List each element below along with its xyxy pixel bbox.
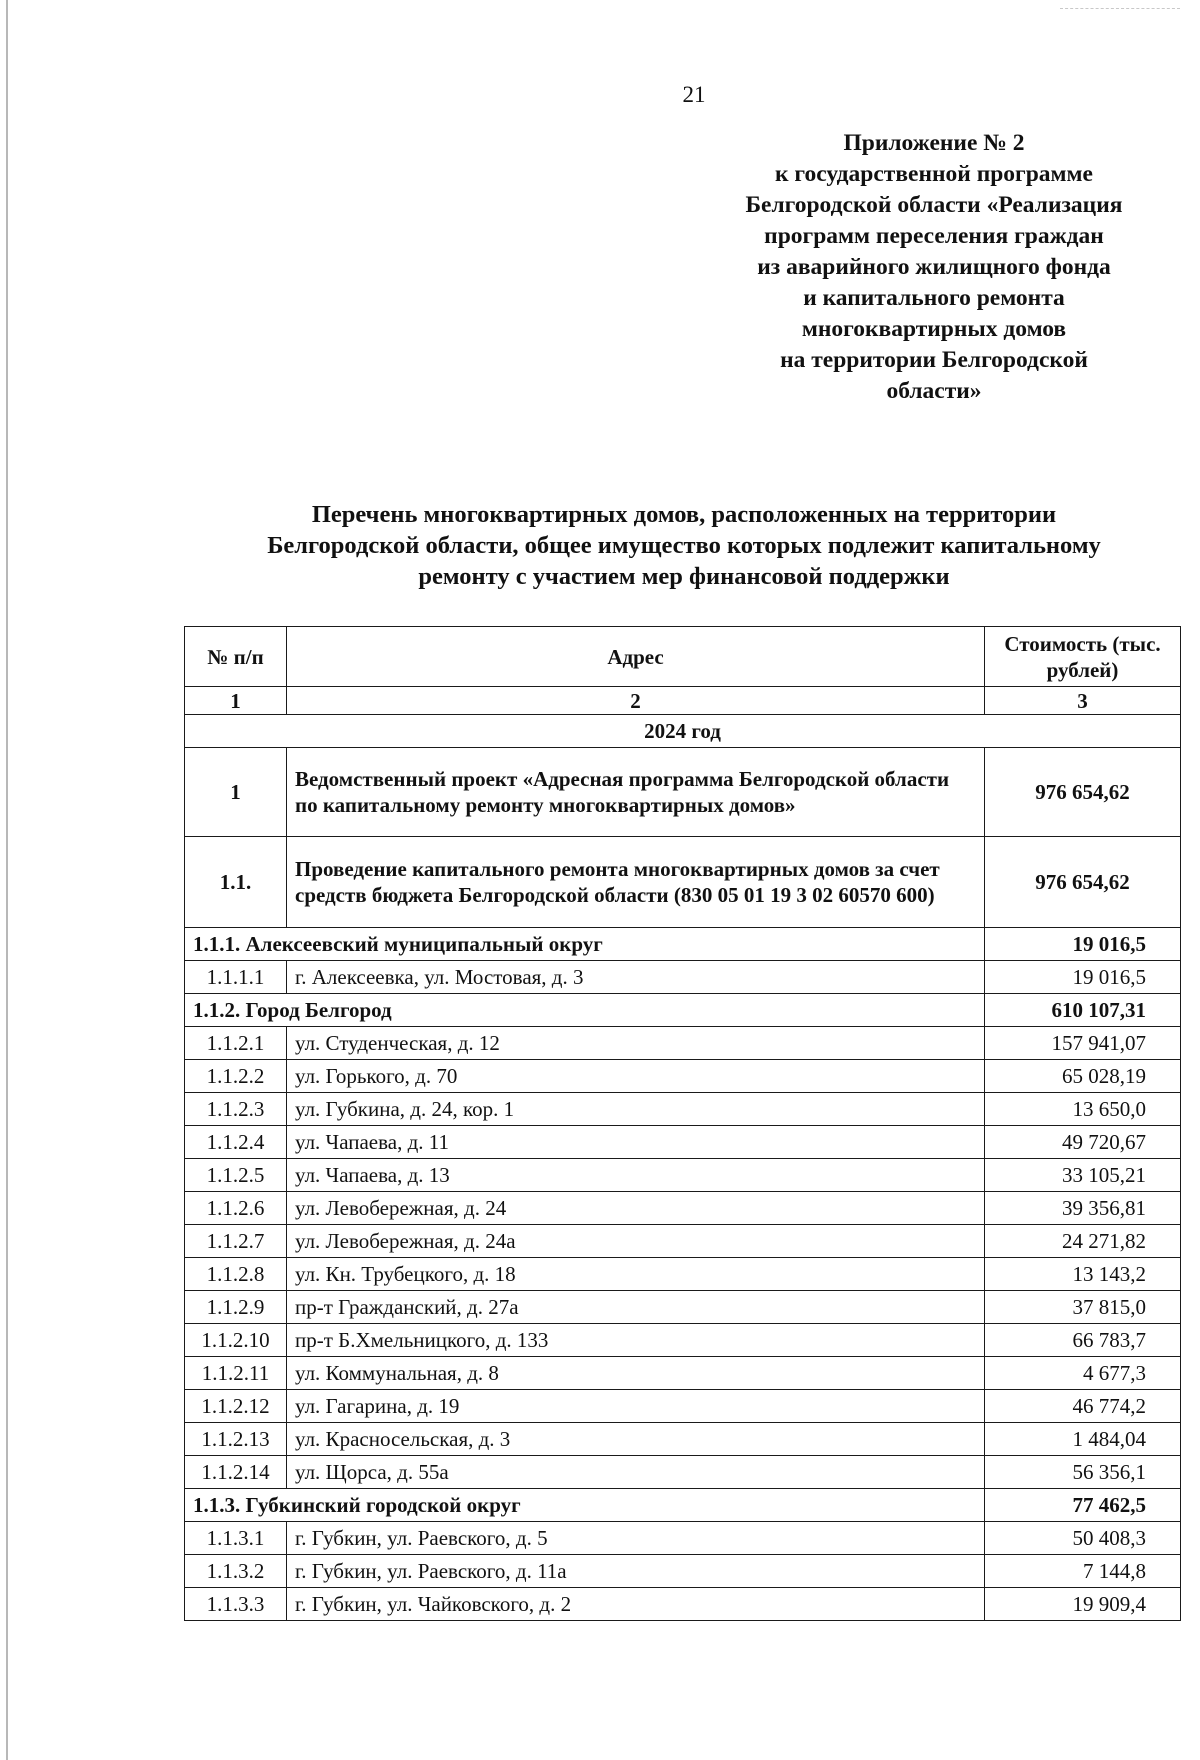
- column-number: 2: [287, 687, 985, 715]
- row-address: ул. Щорса, д. 55а: [287, 1456, 985, 1489]
- year-label: 2024 год: [185, 715, 1181, 748]
- row-address: ул. Чапаева, д. 11: [287, 1126, 985, 1159]
- table-row: [185, 1357, 1181, 1390]
- row-num: 1.1.2.7: [185, 1225, 287, 1258]
- page-number: 21: [682, 82, 706, 107]
- subproject-num: 1.1.: [185, 837, 287, 928]
- table-row: [185, 961, 1181, 994]
- row-address: пр-т Гражданский, д. 27а: [287, 1291, 985, 1324]
- group-total: 77 462,5: [985, 1489, 1181, 1522]
- group-total: 610 107,31: [985, 994, 1181, 1027]
- row-address: г. Алексеевка, ул. Мостовая, д. 3: [287, 961, 985, 994]
- row-num: 1.1.2.11: [185, 1357, 287, 1390]
- row-address: ул. Горького, д. 70: [287, 1060, 985, 1093]
- header-cost: Стоимость (тыс. рублей): [985, 627, 1181, 687]
- row-num: 1.1.2.8: [185, 1258, 287, 1291]
- buildings-table: [184, 626, 1181, 1621]
- group-row: [185, 1489, 1181, 1522]
- scan-edge-line: [6, 0, 8, 1760]
- row-cost: 1 484,04: [985, 1423, 1181, 1456]
- group-row: [185, 928, 1181, 961]
- row-num: 1.1.3.3: [185, 1588, 287, 1621]
- row-cost: 33 105,21: [985, 1159, 1181, 1192]
- row-address: ул. Красносельская, д. 3: [287, 1423, 985, 1456]
- row-address: ул. Студенческая, д. 12: [287, 1027, 985, 1060]
- row-num: 1.1.3.2: [185, 1555, 287, 1588]
- table-row: [185, 1126, 1181, 1159]
- row-cost: 37 815,0: [985, 1291, 1181, 1324]
- table-row: [185, 1555, 1181, 1588]
- row-num: 1.1.1.1: [185, 961, 287, 994]
- appendix-line: из аварийного жилищного фонда: [757, 254, 1111, 280]
- row-cost: 39 356,81: [985, 1192, 1181, 1225]
- row-cost: 46 774,2: [985, 1390, 1181, 1423]
- table-row: [185, 1423, 1181, 1456]
- header-address: Адрес: [287, 627, 985, 687]
- group-title: 1.1.1. Алексеевский муниципальный округ: [185, 928, 985, 961]
- row-num: 1.1.3.1: [185, 1522, 287, 1555]
- row-address: г. Губкин, ул. Раевского, д. 5: [287, 1522, 985, 1555]
- project-row: [185, 748, 1181, 837]
- row-num: 1.1.2.2: [185, 1060, 287, 1093]
- appendix-line: программ переселения граждан: [764, 223, 1104, 249]
- table-row: [185, 1456, 1181, 1489]
- appendix-line: Белгородской области «Реализация: [745, 192, 1123, 218]
- group-title: 1.1.2. Город Белгород: [185, 994, 985, 1027]
- row-cost: 7 144,8: [985, 1555, 1181, 1588]
- table-row: [185, 1390, 1181, 1423]
- table-row: [185, 1588, 1181, 1621]
- row-num: 1.1.2.14: [185, 1456, 287, 1489]
- table-row: [185, 1291, 1181, 1324]
- column-number-row: [185, 687, 1181, 715]
- row-cost: 65 028,19: [985, 1060, 1181, 1093]
- row-cost: 157 941,07: [985, 1027, 1181, 1060]
- row-address: г. Губкин, ул. Чайковского, д. 2: [287, 1588, 985, 1621]
- row-num: 1.1.2.9: [185, 1291, 287, 1324]
- table-row: [185, 1522, 1181, 1555]
- row-num: 1.1.2.10: [185, 1324, 287, 1357]
- document-title: [184, 499, 1184, 592]
- column-number: 3: [985, 687, 1181, 715]
- table-row: [185, 1093, 1181, 1126]
- subproject-cost: 976 654,62: [985, 837, 1181, 928]
- appendix-line: многоквартирных домов: [801, 316, 1067, 342]
- table-row: [185, 1324, 1181, 1357]
- table-header-row: [185, 627, 1181, 687]
- row-num: 1.1.2.1: [185, 1027, 287, 1060]
- table-row: [185, 1225, 1181, 1258]
- row-num: 1.1.2.6: [185, 1192, 287, 1225]
- row-address: ул. Чапаева, д. 13: [287, 1159, 985, 1192]
- group-total: 19 016,5: [985, 928, 1181, 961]
- row-num: 1.1.2.13: [185, 1423, 287, 1456]
- row-num: 1.1.2.12: [185, 1390, 287, 1423]
- project-num: 1: [185, 748, 287, 837]
- table-row: [185, 1192, 1181, 1225]
- appendix-line: области»: [886, 378, 982, 404]
- appendix-line: к государственной программе: [775, 161, 1093, 187]
- title-line: ремонту с участием мер финансовой поддержки: [418, 563, 950, 590]
- title-line: Перечень многоквартирных домов, расположенных на территории: [311, 501, 1057, 528]
- row-address: г. Губкин, ул. Раевского, д. 11а: [287, 1555, 985, 1588]
- appendix-heading: [720, 128, 1148, 407]
- row-cost: 19 909,4: [985, 1588, 1181, 1621]
- year-row: [185, 715, 1181, 748]
- row-cost: 24 271,82: [985, 1225, 1181, 1258]
- group-title: 1.1.3. Губкинский городской округ: [185, 1489, 985, 1522]
- row-cost: 13 143,2: [985, 1258, 1181, 1291]
- row-cost: 56 356,1: [985, 1456, 1181, 1489]
- row-address: ул. Левобережная, д. 24: [287, 1192, 985, 1225]
- row-address: ул. Губкина, д. 24, кор. 1: [287, 1093, 985, 1126]
- table-row: [185, 1060, 1181, 1093]
- table-row: [185, 1027, 1181, 1060]
- header-num: № п/п: [185, 627, 287, 687]
- table-row: [185, 1159, 1181, 1192]
- table-row: [185, 1258, 1181, 1291]
- row-cost: 49 720,67: [985, 1126, 1181, 1159]
- row-address: ул. Гагарина, д. 19: [287, 1390, 985, 1423]
- row-address: ул. Левобережная, д. 24а: [287, 1225, 985, 1258]
- project-cost: 976 654,62: [985, 748, 1181, 837]
- row-num: 1.1.2.5: [185, 1159, 287, 1192]
- subproject-row: [185, 837, 1181, 928]
- row-cost: 4 677,3: [985, 1357, 1181, 1390]
- project-name: Ведомственный проект «Адресная программа Белгородской области по капитальному ремонту многоквартирных домов»: [287, 748, 985, 837]
- row-cost: 13 650,0: [985, 1093, 1181, 1126]
- row-num: 1.1.2.4: [185, 1126, 287, 1159]
- title-line: Белгородской области, общее имущество которых подлежит капитальному: [267, 532, 1101, 559]
- appendix-line: Приложение № 2: [843, 130, 1025, 156]
- row-cost: 19 016,5: [985, 961, 1181, 994]
- scan-artifact-line: [1060, 8, 1180, 10]
- row-cost: 66 783,7: [985, 1324, 1181, 1357]
- row-address: пр-т Б.Хмельницкого, д. 133: [287, 1324, 985, 1357]
- appendix-line: и капитального ремонта: [803, 285, 1065, 311]
- row-address: ул. Коммунальная, д. 8: [287, 1357, 985, 1390]
- subproject-name: Проведение капитального ремонта многоквартирных домов за счет средств бюджета Белгородской области (830 05 01 19 3 02 60570 600): [287, 837, 985, 928]
- group-row: [185, 994, 1181, 1027]
- row-cost: 50 408,3: [985, 1522, 1181, 1555]
- row-num: 1.1.2.3: [185, 1093, 287, 1126]
- row-address: ул. Кн. Трубецкого, д. 18: [287, 1258, 985, 1291]
- column-number: 1: [185, 687, 287, 715]
- appendix-line: на территории Белгородской: [780, 347, 1088, 373]
